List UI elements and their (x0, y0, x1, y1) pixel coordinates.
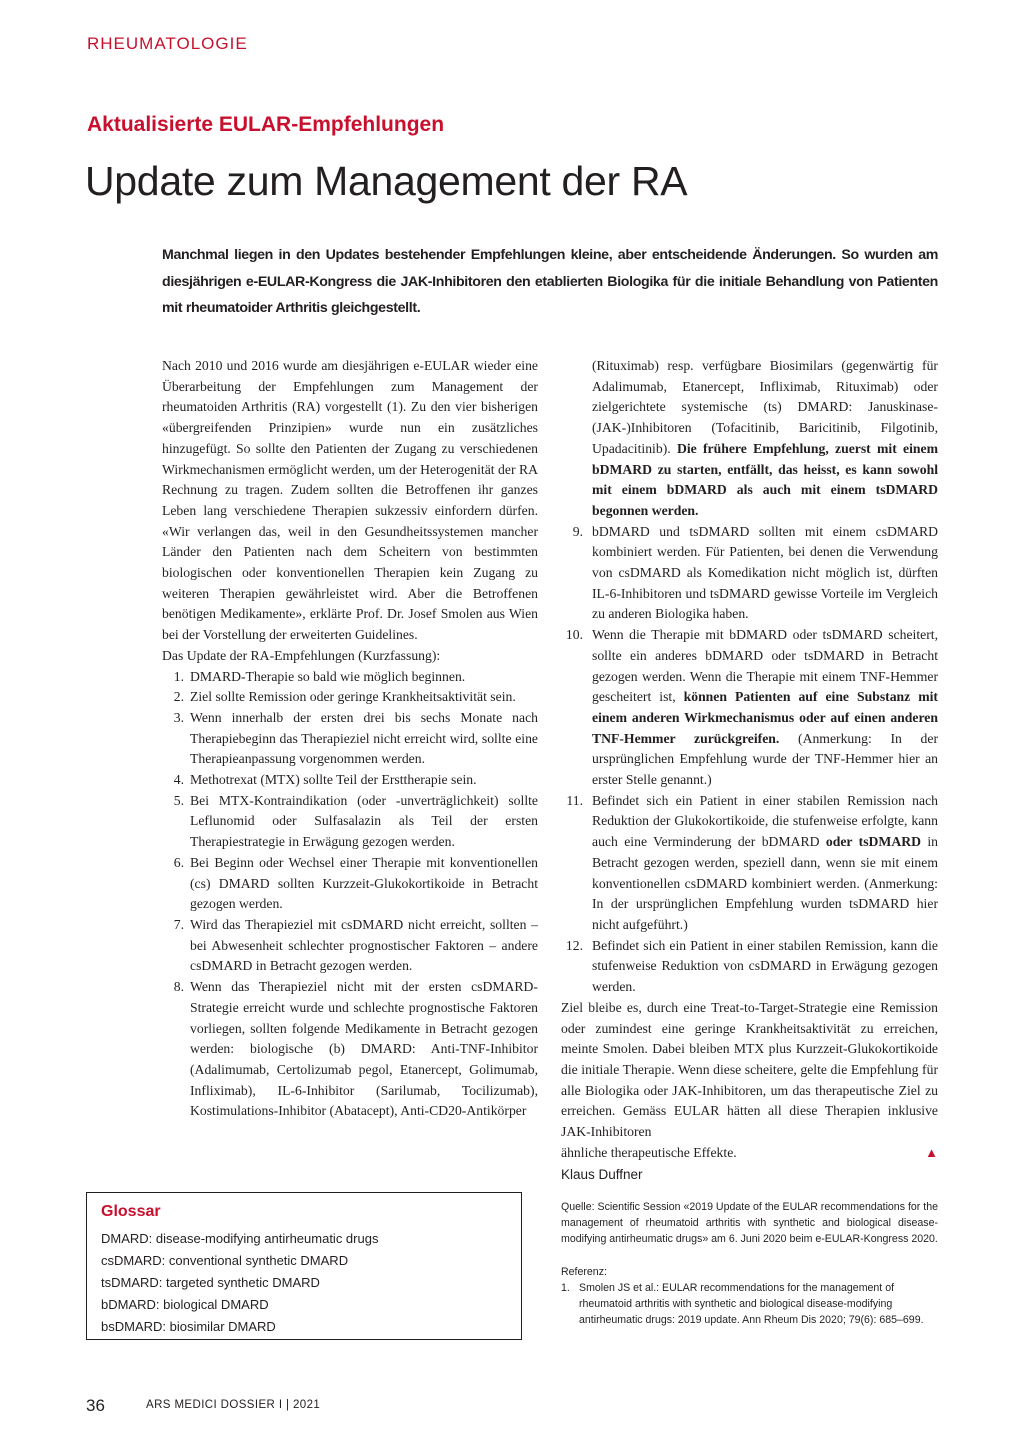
list-item: DMARD: disease-modifying antirheumatic drugs (101, 1231, 379, 1246)
body-column-left (162, 356, 538, 1122)
article-kicker: Aktualisierte EULAR-Empfehlungen (87, 113, 445, 136)
author: Klaus Duffner (561, 1167, 643, 1183)
list-item: csDMARD: conventional synthetic DMARD (101, 1253, 349, 1268)
list-item: 1. DMARD-Therapie so bald wie möglich beginnen. (173, 668, 466, 684)
list-item: 5. Bei MTX-Kontraindikation (oder -unverträglichkeit) sollte Leflunomid oder Sulfasalazin als Teil der ersten Therapiestrategie in Erwägung gezogen werden. (173, 792, 538, 850)
article-title: Update zum Management der RA (85, 158, 688, 204)
recommendation-8-emphasis: Die frühere Empfehlung, zuerst mit einem bDMARD zu starten, entfällt, das heisst, es kann sowohl mit einem bDMARD als auch mit einem tsDMARD begonnen werden. (592, 440, 939, 518)
reference-list (561, 1281, 938, 1328)
glossary-box (86, 1192, 522, 1340)
list-item: 8. Wenn das Therapieziel nicht mit der ersten csDMARD-Strategie erreicht wurde und schlechte prognostische Faktoren vorliegen, sollten folgende Medikamente in Betracht gezogen werden: biologische (b) DMARD: Anti-TNF-Inhibitor (Adalimumab, Certolizumab pegol, Etanercept, Golimumab, Infliximab), IL-6-Inhibitor (Sarilumab, Tocilizumab), Kostimulations-Inhibitor (Abatacept), Anti-CD20-Antikörper (173, 979, 538, 1119)
list-item: 10. Wenn die Therapie mit bDMARD oder tsDMARD scheitert, sollte ein anderes bDMARD oder tsDMARD in Betracht gezogen werden. Wenn die Therapie mit einem TNF-Hemmer gescheitert ist, können Patienten auf eine Substanz mit einem anderen Wirkmechanismus oder auf einen anderen TNF-Hemmer zurückgreifen. (Anmerkung: In der ursprünglichen Empfehlung wurde der TNF-Hemmer hier an erster Stelle genannt.) (565, 627, 939, 788)
list-item: bDMARD: biological DMARD (101, 1297, 269, 1312)
list-item: 3. Wenn innerhalb der ersten drei bis sechs Monate nach Therapiebeginn das Therapieziel nicht erreicht wird, sollte eine Therapieanpassung vorgenommen werden. (173, 709, 538, 767)
body-column-right (561, 356, 938, 1186)
list-item: 4. Methotrexat (MTX) sollte Teil der Ersttherapie sein. (173, 772, 477, 788)
list-item: 1. Smolen JS et al.: EULAR recommendations for the management of rheumatoid arthritis with synthetic and biological disease-modifying antirheumatic drugs: 2019 update. Ann Rheum Dis 2020; 79(6): 685–699. (561, 1282, 924, 1326)
intro-paragraph: Nach 2010 und 2016 wurde am diesjährigen e-EULAR wieder eine Überarbeitung der Empfehlungen zum Management der rheumatoiden Arthritis (RA) vorgestellt (1). Zu den vier bisherigen «übergreifenden Prinzipien» wurde nun ein zusätzliches hinzugefügt. So sollte den Patienten der Zugang zu verschiedenen Wirkmechanismen ermöglicht werden, um der Heterogenität der RA Rechnung zu tragen. Zudem sollten die Betroffenen ihr ganzes Leben lang verschiedene Therapien sukzessiv einfordern dürfen. «Wir verlangen das, weil in den Gesundheitssystemen mancher Länder den Patienten nach dem Scheitern von bestimmten biologischen oder konventionellen Therapien kein Zugang zu weiteren Therapien gewährleistet wird. Aber die Betroffenen benötigen Medikamente», erklärte Prof. Dr. Josef Smolen aus Wien bei der Vorstellung der erweiterten Guidelines. (162, 358, 538, 643)
list-item: 12. Befindet sich ein Patient in einer stabilen Remission, kann die stufenweise Reduktion von csDMARD in Erwägung gezogen werden. (565, 937, 938, 995)
list-item: 6. Bei Beginn oder Wechsel einer Therapie mit konventionellen (cs) DMARD sollten Kurzzeit-Glukokortikoide in Betracht gezogen werden. (173, 854, 538, 912)
recommendation-list (162, 667, 538, 1122)
list-intro: Das Update der RA-Empfehlungen (Kurzfassung): (162, 647, 441, 663)
end-mark-icon: ▲ (925, 1144, 938, 1160)
list-item: 11. Befindet sich ein Patient in einer stabilen Remission nach Reduktion der Glukokortikoide, die stufenweise erfolgte, kann auch eine Verminderung der bDMARD oder tsDMARD in Betracht gezogen werden, speziell dann, wenn sie mit einem konventionellen csDMARD kombiniert werden. (Anmerkung: In der ursprünglichen Empfehlung wurden tsDMARD hier nicht aufgeführt.) (566, 792, 939, 932)
list-item: 2. Ziel sollte Remission oder geringe Krankheitsaktivität sein. (173, 689, 516, 705)
list-item: tsDMARD: targeted synthetic DMARD (101, 1275, 320, 1290)
list-item: bsDMARD: biosimilar DMARD (101, 1319, 276, 1334)
list-item: 7. Wird das Therapieziel mit csDMARD nicht erreicht, sollten – bei Abwesenheit schlechter prognostischer Faktoren – andere csDMARD in Betracht gezogen werden. (173, 916, 538, 974)
glossary-list (101, 1228, 378, 1338)
page-number: 36 (86, 1396, 105, 1415)
conclusion-end: ähnliche therapeutische Effekte. ▲ (561, 1143, 938, 1164)
section-label: RHEUMATOLOGIE (87, 34, 248, 53)
article-lead: Manchmal liegen in den Updates bestehender Empfehlungen kleine, aber entscheidende Änderungen. So wurden am diesjährigen e-EULAR-Kongress die JAK-Inhibitoren den etablierten Biologika für die initiale Behandlung von Patienten mit rheumatoider Arthritis gleichgestellt. (162, 247, 938, 316)
publication-name: ARS MEDICI DOSSIER I | 2021 (146, 1399, 321, 1411)
reference-heading: Referenz: (561, 1266, 607, 1278)
recommendation-8-continued: (Rituximab) resp. verfügbare Biosimilars (gegenwärtig für Adalimumab, Etanercept, Infliximab, Rituximab) oder zielgerichtete systemische (ts) DMARD: Januskinase-(JAK-)Inhibitoren (Tofacitinib, Baricitinib, Filgotinib, Upadacitinib). Die frühere Empfehlung, zuerst mit einem bDMARD zu starten, entfällt, das heisst, es kann sowohl mit einem bDMARD als auch mit einem tsDMARD begonnen werden. (592, 358, 939, 518)
glossary-title: Glossar (101, 1203, 161, 1220)
recommendation-list-continued (561, 522, 938, 998)
source-note: Quelle: Scientific Session «2019 Update of the EULAR recommendations for the management of rheumatoid arthritis with synthetic and biological disease-modifying antirheumatic drugs» am 6. Juni 2020 beim e-EULAR-Kongress 2020. (561, 1201, 938, 1245)
list-item: 9. bDMARD und tsDMARD sollten mit einem csDMARD kombiniert werden. Für Patienten, bei denen die Verwendung von csDMARD als Komedikation nicht möglich ist, dürften IL-6-Inhibitoren und tsDMARD gewisse Vorteile im Vergleich zu anderen Biologika haben. (572, 523, 938, 622)
conclusion-paragraph: Ziel bleibe es, durch eine Treat-to-Target-Strategie eine Remission oder zumindest eine geringe Krankheitsaktivität zu erreichen, meinte Smolen. Dabei bleiben MTX plus Kurzzeit-Glukokortikoide die initiale Therapie. Wenn diese scheitere, gelte die Empfehlung für alle Biologika oder JAK-Inhibitoren, um das therapeutische Ziel zu erreichen. Gemäss EULAR hätten all diese Therapien inklusive JAK-Inhibitoren (561, 999, 938, 1140)
